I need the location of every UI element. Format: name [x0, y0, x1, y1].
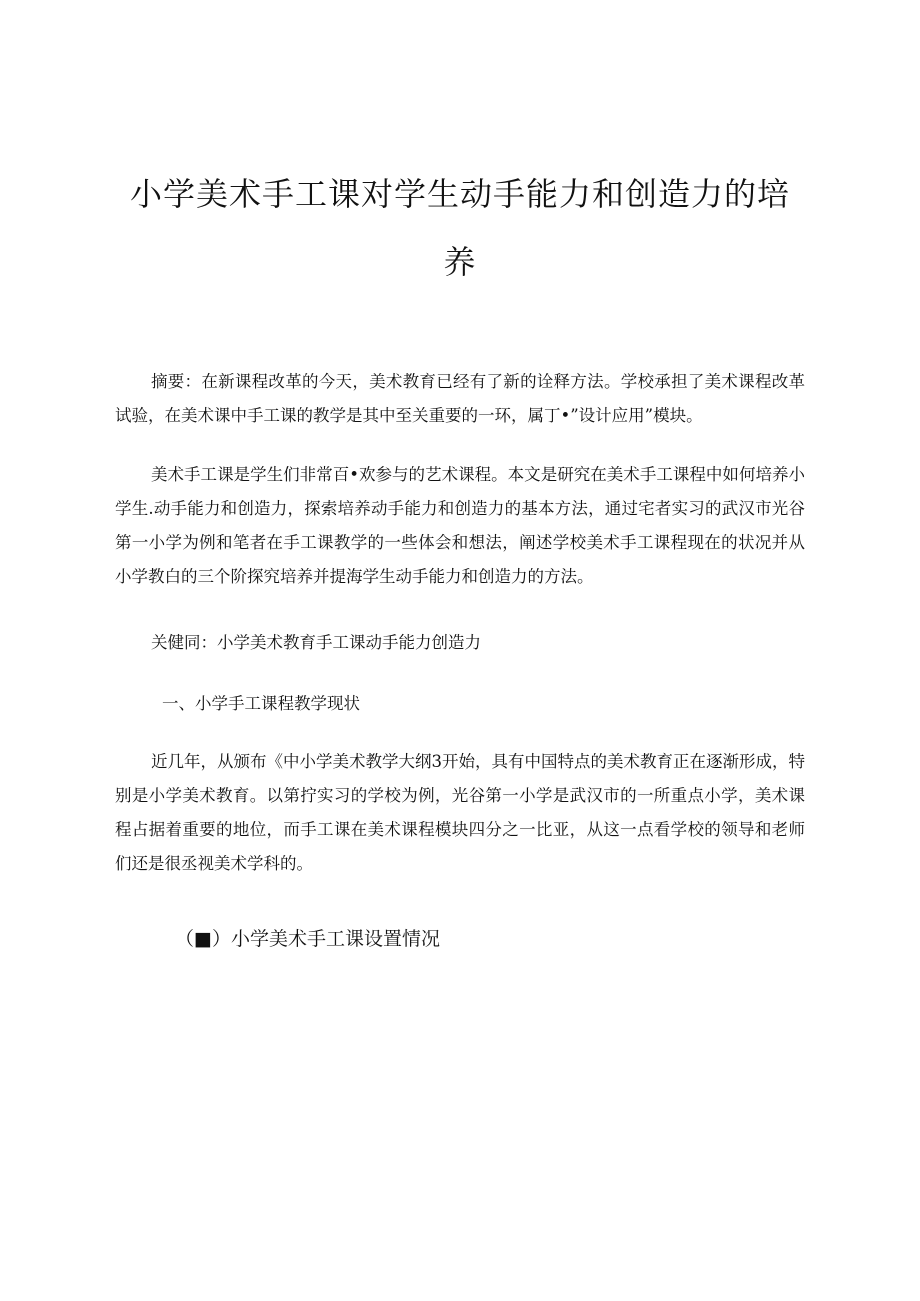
intro-paragraph: 美术手工课是学生们非常百•欢参与的艺术课程。本文是研究在美术手工课程中如何培养小学生.动手能力和创造力，探索培养动手能力和创造力的基本方法，通过宅者实习的武汉市光谷第一小学为例和笔者在手工课教学的一些体会和想法，阐述学校美术手工课程现在的状况并从小学教白的三个阶探究培养并提海学生动手能力和创造力的方法。	[115, 465, 805, 586]
title-line-2: 养	[443, 243, 477, 281]
abstract-paragraph: 摘要：在新课程改革的今天，美术教育已经有了新的诠释方法。学校承担了美术课程改革试验，在美术课中手工课的教学是其中至关重要的一环，属丁•”设计应用”模块。	[115, 372, 805, 425]
section-heading-1: 一、小学手工课程教学现状	[162, 694, 360, 713]
keywords-line: 关健同：小学美术教育手工课动手能力创造力	[151, 633, 481, 652]
document-title	[110, 160, 810, 296]
section-1-body: 近几年，从颁布《中小学美术教学大纲3开始，具有中国特点的美术教育正在逐渐形成，特别是小学美术教育。以第拧实习的学校为例，光谷第一小学是武汉市的一所重点小学，美术课程占据着重要的地位，而手工课在美术课程模块四分之一比亚，从这一点看学校的领导和老师们还是很丞视美术学科的。	[115, 752, 805, 873]
title-line-1: 小学美术手工课对学生动手能力和创造力的培	[129, 175, 790, 213]
subsection-heading: （■）小学美术手工课设置情况	[175, 928, 440, 950]
